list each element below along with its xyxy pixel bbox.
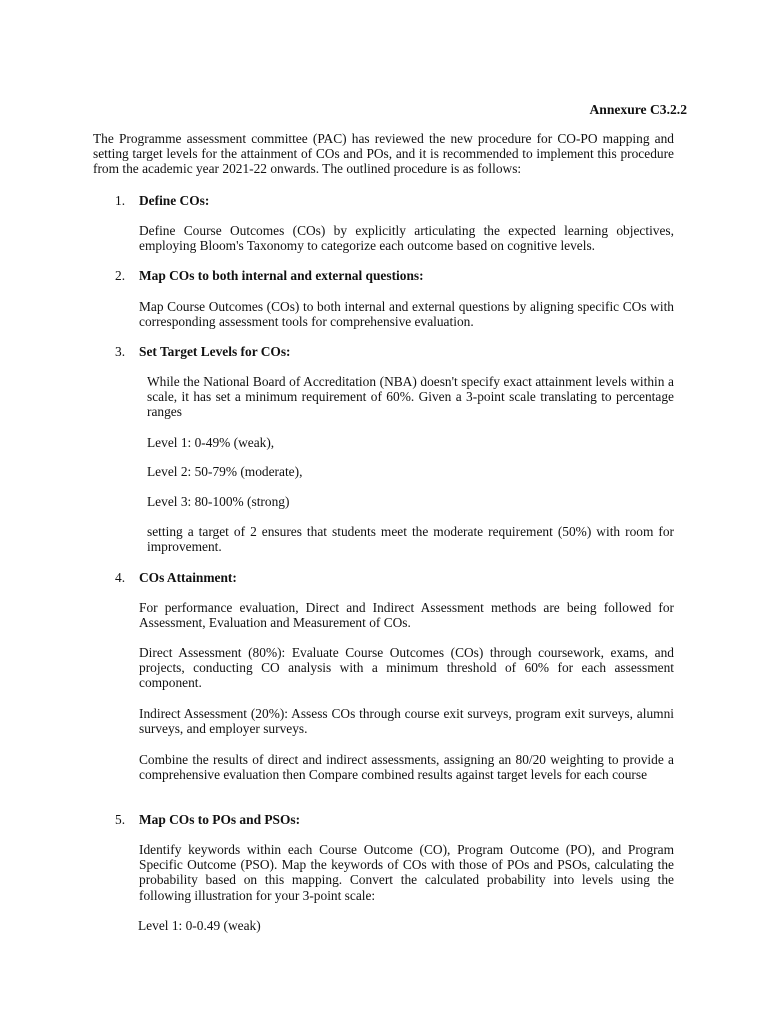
section-4-paragraph-3: Indirect Assessment (20%): Assess COs through course exit surveys, program exit surveys, alumni surveys, and employer surveys. [139, 706, 674, 737]
section-3-level-3: Level 3: 80-100% (strong) [147, 494, 290, 509]
section-1-title: Define COs: [139, 193, 210, 208]
intro-paragraph: The Programme assessment committee (PAC) has reviewed the new procedure for CO-PO mapping and setting target levels for the attainment of COs and POs, and it is recommended to implement this procedure from the academic year 2021-22 onwards. The outlined procedure is as follows: [93, 131, 674, 177]
section-3-level-2: Level 2: 50-79% (moderate), [147, 464, 303, 479]
section-3-paragraph-2: setting a target of 2 ensures that students meet the moderate requirement (50%) with room for improvement. [147, 524, 674, 555]
section-4-paragraph-1: For performance evaluation, Direct and Indirect Assessment methods are being followed for Assessment, Evaluation and Measurement of COs. [139, 600, 674, 631]
section-2-paragraph-1: Map Course Outcomes (COs) to both internal and external questions by aligning specific COs with corresponding assessment tools for comprehensive evaluation. [139, 299, 674, 330]
section-2-number: 2. [115, 268, 126, 283]
section-1-paragraph-1: Define Course Outcomes (COs) by explicitly articulating the expected learning objectives, employing Bloom's Taxonomy to categorize each outcome based on cognitive levels. [139, 223, 674, 254]
section-5-level-1: Level 1: 0-0.49 (weak) [138, 918, 261, 933]
section-1-number: 1. [115, 193, 126, 208]
section-5-number: 5. [115, 812, 126, 827]
section-3-title: Set Target Levels for COs: [139, 344, 291, 359]
section-5-paragraph-1: Identify keywords within each Course Outcome (CO), Program Outcome (PO), and Program Specific Outcome (PSO). Map the keywords of COs with those of POs and PSOs, calculating the probability based on this mapping. Convert the calculated probability into levels using the following illustration for your 3-point scale: [139, 842, 674, 903]
section-4-number: 4. [115, 570, 126, 585]
section-3-level-1: Level 1: 0-49% (weak), [147, 435, 275, 450]
section-4-paragraph-2: Direct Assessment (80%): Evaluate Course Outcomes (COs) through coursework, exams, and projects, conducting CO analysis with a minimum threshold of 60% for each assessment component. [139, 645, 674, 691]
section-3-paragraph-1: While the National Board of Accreditation (NBA) doesn't specify exact attainment levels within a scale, it has set a minimum requirement of 60%. Given a 3-point scale translating to percentage ranges [147, 374, 674, 420]
section-4-title: COs Attainment: [139, 570, 237, 585]
section-5-title: Map COs to POs and PSOs: [139, 812, 301, 827]
section-3-number: 3. [115, 344, 126, 359]
section-2-title: Map COs to both internal and external questions: [139, 268, 424, 283]
annexure-heading: Annexure C3.2.2 [589, 102, 687, 117]
section-4-paragraph-4: Combine the results of direct and indirect assessments, assigning an 80/20 weighting to provide a comprehensive evaluation then Compare combined results against target levels for each course [139, 752, 674, 783]
